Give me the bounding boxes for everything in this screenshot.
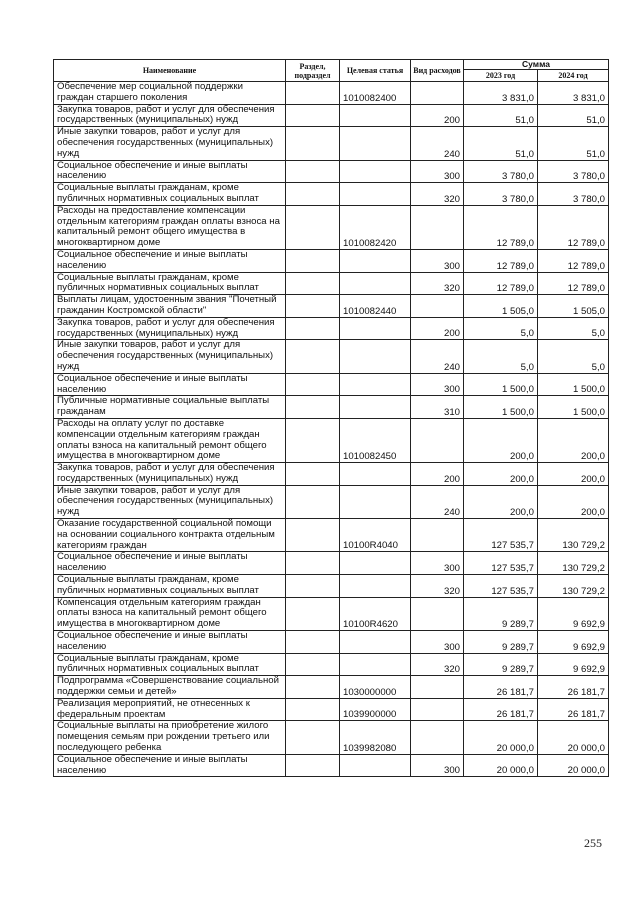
- row-expense-type: [411, 676, 464, 699]
- row-section: [286, 418, 340, 462]
- header-year-2024: 2024 год: [538, 70, 609, 82]
- row-amount-2023: 1 500,0: [464, 396, 538, 419]
- row-name: Выплаты лицам, удостоенным звания "Почетный гражданин Костромской области": [54, 295, 286, 318]
- row-expense-type: [411, 418, 464, 462]
- row-target-code: [340, 272, 411, 295]
- row-target-code: [340, 183, 411, 206]
- row-target-code: [340, 127, 411, 160]
- row-section: [286, 295, 340, 318]
- row-expense-type: 240: [411, 485, 464, 518]
- row-name: Социальные выплаты гражданам, кроме публичных нормативных социальных выплат: [54, 653, 286, 676]
- row-name: Социальное обеспечение и иные выплаты населению: [54, 754, 286, 777]
- table-row: [54, 82, 609, 105]
- row-expense-type: 300: [411, 160, 464, 183]
- row-amount-2024: 200,0: [538, 485, 609, 518]
- row-amount-2024: 20 000,0: [538, 754, 609, 777]
- row-section: [286, 272, 340, 295]
- row-expense-type: [411, 698, 464, 721]
- row-name: Социальное обеспечение и иные выплаты населению: [54, 373, 286, 396]
- row-amount-2023: 127 535,7: [464, 552, 538, 575]
- table-row: [54, 340, 609, 373]
- row-amount-2023: 1 505,0: [464, 295, 538, 318]
- row-name: Закупка товаров, работ и услуг для обеспечения государственных (муниципальных) нужд: [54, 317, 286, 340]
- table-row: [54, 485, 609, 518]
- row-name: Социальное обеспечение и иные выплаты населению: [54, 552, 286, 575]
- row-amount-2023: 12 789,0: [464, 249, 538, 272]
- row-expense-type: 240: [411, 127, 464, 160]
- row-amount-2024: 1 500,0: [538, 396, 609, 419]
- row-name: Компенсация отдельным категориям граждан оплаты взноса на капитальный ремонт общего имущества в многоквартирном доме: [54, 597, 286, 630]
- row-target-code: [340, 754, 411, 777]
- row-amount-2023: 1 500,0: [464, 373, 538, 396]
- row-amount-2023: 5,0: [464, 317, 538, 340]
- row-amount-2023: 51,0: [464, 127, 538, 160]
- row-amount-2024: 3 780,0: [538, 160, 609, 183]
- row-target-code: 1010082450: [340, 418, 411, 462]
- row-amount-2024: 3 780,0: [538, 183, 609, 206]
- row-amount-2023: 3 780,0: [464, 183, 538, 206]
- header-section: Раздел, подраздел: [286, 60, 340, 82]
- row-name: Социальное обеспечение и иные выплаты населению: [54, 631, 286, 654]
- row-name: Закупка товаров, работ и услуг для обеспечения государственных (муниципальных) нужд: [54, 104, 286, 127]
- row-amount-2024: 12 789,0: [538, 249, 609, 272]
- table-row: [54, 396, 609, 419]
- row-amount-2023: 9 289,7: [464, 631, 538, 654]
- row-expense-type: 300: [411, 631, 464, 654]
- row-amount-2023: 200,0: [464, 485, 538, 518]
- table-row: [54, 205, 609, 249]
- table-row: [54, 597, 609, 630]
- row-name: Социальные выплаты гражданам, кроме публичных нормативных социальных выплат: [54, 183, 286, 206]
- table-row: [54, 272, 609, 295]
- row-target-code: [340, 396, 411, 419]
- row-target-code: [340, 463, 411, 486]
- row-section: [286, 676, 340, 699]
- table-row: [54, 575, 609, 598]
- row-amount-2023: 127 535,7: [464, 575, 538, 598]
- row-section: [286, 183, 340, 206]
- row-expense-type: [411, 205, 464, 249]
- row-target-code: 1010082440: [340, 295, 411, 318]
- row-target-code: 10100R4040: [340, 519, 411, 552]
- header-expense-type: Вид расходов: [411, 60, 464, 82]
- row-name: Социальные выплаты на приобретение жилого помещения семьям при рождении третьего или последующего ребенка: [54, 721, 286, 754]
- row-name: Обеспечение мер социальной поддержки граждан старшего поколения: [54, 82, 286, 105]
- row-section: [286, 552, 340, 575]
- row-target-code: [340, 249, 411, 272]
- row-target-code: [340, 104, 411, 127]
- row-section: [286, 463, 340, 486]
- row-amount-2024: 3 831,0: [538, 82, 609, 105]
- row-target-code: 1039900000: [340, 698, 411, 721]
- row-target-code: [340, 653, 411, 676]
- row-expense-type: 320: [411, 653, 464, 676]
- row-amount-2024: 200,0: [538, 463, 609, 486]
- row-target-code: 1010082400: [340, 82, 411, 105]
- table-row: [54, 373, 609, 396]
- row-amount-2024: 130 729,2: [538, 519, 609, 552]
- row-name: Реализация мероприятий, не отнесенных к федеральным проектам: [54, 698, 286, 721]
- row-name: Иные закупки товаров, работ и услуг для обеспечения государственных (муниципальных) нужд: [54, 127, 286, 160]
- row-name: Социальное обеспечение и иные выплаты населению: [54, 160, 286, 183]
- table-row: [54, 183, 609, 206]
- row-amount-2024: 9 692,9: [538, 597, 609, 630]
- row-amount-2024: 26 181,7: [538, 676, 609, 699]
- table-row: [54, 631, 609, 654]
- row-name: Публичные нормативные социальные выплаты гражданам: [54, 396, 286, 419]
- row-amount-2024: 130 729,2: [538, 552, 609, 575]
- row-section: [286, 373, 340, 396]
- table-row: [54, 653, 609, 676]
- header-name: Наименование: [54, 60, 286, 82]
- row-expense-type: 240: [411, 340, 464, 373]
- row-amount-2024: 9 692,9: [538, 631, 609, 654]
- page-number: 255: [584, 836, 602, 850]
- row-amount-2024: 12 789,0: [538, 272, 609, 295]
- row-section: [286, 317, 340, 340]
- row-amount-2024: 200,0: [538, 418, 609, 462]
- row-target-code: [340, 631, 411, 654]
- row-amount-2023: 3 831,0: [464, 82, 538, 105]
- header-amount: Сумма: [464, 60, 609, 70]
- row-expense-type: 200: [411, 463, 464, 486]
- row-expense-type: 200: [411, 104, 464, 127]
- row-amount-2024: 5,0: [538, 317, 609, 340]
- budget-table: [53, 59, 609, 777]
- table-row: [54, 295, 609, 318]
- row-target-code: 10100R4620: [340, 597, 411, 630]
- row-amount-2024: 20 000,0: [538, 721, 609, 754]
- row-section: [286, 653, 340, 676]
- row-name: Оказание государственной социальной помощи на основании социального контракта отдельным категориям граждан: [54, 519, 286, 552]
- row-name: Иные закупки товаров, работ и услуг для обеспечения государственных (муниципальных) нужд: [54, 485, 286, 518]
- row-amount-2024: 5,0: [538, 340, 609, 373]
- row-section: [286, 698, 340, 721]
- row-expense-type: 300: [411, 249, 464, 272]
- table-row: [54, 463, 609, 486]
- row-target-code: 1030000000: [340, 676, 411, 699]
- row-section: [286, 82, 340, 105]
- row-section: [286, 127, 340, 160]
- row-expense-type: 300: [411, 754, 464, 777]
- row-section: [286, 205, 340, 249]
- row-section: [286, 160, 340, 183]
- row-target-code: 1010082420: [340, 205, 411, 249]
- row-target-code: [340, 340, 411, 373]
- row-name: Расходы на предоставление компенсации отдельным категориям граждан оплаты взноса на капитальный ремонт общего имущества в многоквартирном доме: [54, 205, 286, 249]
- row-amount-2023: 9 289,7: [464, 653, 538, 676]
- row-name: Иные закупки товаров, работ и услуг для обеспечения государственных (муниципальных) нужд: [54, 340, 286, 373]
- budget-table-page: [53, 59, 608, 777]
- table-row: [54, 317, 609, 340]
- header-target: Целевая статья: [340, 60, 411, 82]
- row-amount-2024: 51,0: [538, 104, 609, 127]
- row-name: Закупка товаров, работ и услуг для обеспечения государственных (муниципальных) нужд: [54, 463, 286, 486]
- row-expense-type: 320: [411, 183, 464, 206]
- row-expense-type: 320: [411, 575, 464, 598]
- row-expense-type: 300: [411, 373, 464, 396]
- table-row: [54, 160, 609, 183]
- row-expense-type: 310: [411, 396, 464, 419]
- row-section: [286, 519, 340, 552]
- row-name: Социальные выплаты гражданам, кроме публичных нормативных социальных выплат: [54, 272, 286, 295]
- row-expense-type: [411, 597, 464, 630]
- row-section: [286, 396, 340, 419]
- row-name: Расходы на оплату услуг по доставке компенсации отдельным категориям граждан оплаты взноса на капитальный ремонт общего имущества в многоквартирном доме: [54, 418, 286, 462]
- table-row: [54, 698, 609, 721]
- row-expense-type: [411, 295, 464, 318]
- row-section: [286, 597, 340, 630]
- table-row: [54, 249, 609, 272]
- row-expense-type: [411, 519, 464, 552]
- row-amount-2024: 26 181,7: [538, 698, 609, 721]
- row-expense-type: 300: [411, 552, 464, 575]
- row-section: [286, 485, 340, 518]
- row-amount-2023: 5,0: [464, 340, 538, 373]
- table-row: [54, 552, 609, 575]
- row-expense-type: 200: [411, 317, 464, 340]
- table-row: [54, 104, 609, 127]
- row-amount-2023: 3 780,0: [464, 160, 538, 183]
- row-amount-2023: 200,0: [464, 463, 538, 486]
- row-target-code: 1039982080: [340, 721, 411, 754]
- row-amount-2023: 20 000,0: [464, 754, 538, 777]
- row-target-code: [340, 552, 411, 575]
- row-amount-2023: 26 181,7: [464, 698, 538, 721]
- table-row: [54, 127, 609, 160]
- table-row: [54, 754, 609, 777]
- row-expense-type: [411, 82, 464, 105]
- row-amount-2023: 12 789,0: [464, 272, 538, 295]
- row-amount-2024: 130 729,2: [538, 575, 609, 598]
- row-name: Социальные выплаты гражданам, кроме публичных нормативных социальных выплат: [54, 575, 286, 598]
- row-section: [286, 249, 340, 272]
- row-target-code: [340, 317, 411, 340]
- row-expense-type: 320: [411, 272, 464, 295]
- row-section: [286, 575, 340, 598]
- row-target-code: [340, 160, 411, 183]
- table-row: [54, 721, 609, 754]
- row-amount-2024: 12 789,0: [538, 205, 609, 249]
- row-amount-2024: 9 692,9: [538, 653, 609, 676]
- table-row: [54, 418, 609, 462]
- row-amount-2024: 51,0: [538, 127, 609, 160]
- row-section: [286, 721, 340, 754]
- row-amount-2023: 9 289,7: [464, 597, 538, 630]
- row-target-code: [340, 485, 411, 518]
- row-amount-2023: 12 789,0: [464, 205, 538, 249]
- row-section: [286, 754, 340, 777]
- row-name: Подпрограмма «Совершенствование социальной поддержки семьи и детей»: [54, 676, 286, 699]
- row-expense-type: [411, 721, 464, 754]
- header-year-2023: 2023 год: [464, 70, 538, 82]
- row-amount-2023: 20 000,0: [464, 721, 538, 754]
- table-row: [54, 519, 609, 552]
- row-target-code: [340, 575, 411, 598]
- row-section: [286, 631, 340, 654]
- row-amount-2023: 26 181,7: [464, 676, 538, 699]
- row-amount-2023: 51,0: [464, 104, 538, 127]
- row-amount-2023: 127 535,7: [464, 519, 538, 552]
- row-amount-2023: 200,0: [464, 418, 538, 462]
- row-target-code: [340, 373, 411, 396]
- table-row: [54, 676, 609, 699]
- row-section: [286, 340, 340, 373]
- row-amount-2024: 1 505,0: [538, 295, 609, 318]
- row-name: Социальное обеспечение и иные выплаты населению: [54, 249, 286, 272]
- row-amount-2024: 1 500,0: [538, 373, 609, 396]
- row-section: [286, 104, 340, 127]
